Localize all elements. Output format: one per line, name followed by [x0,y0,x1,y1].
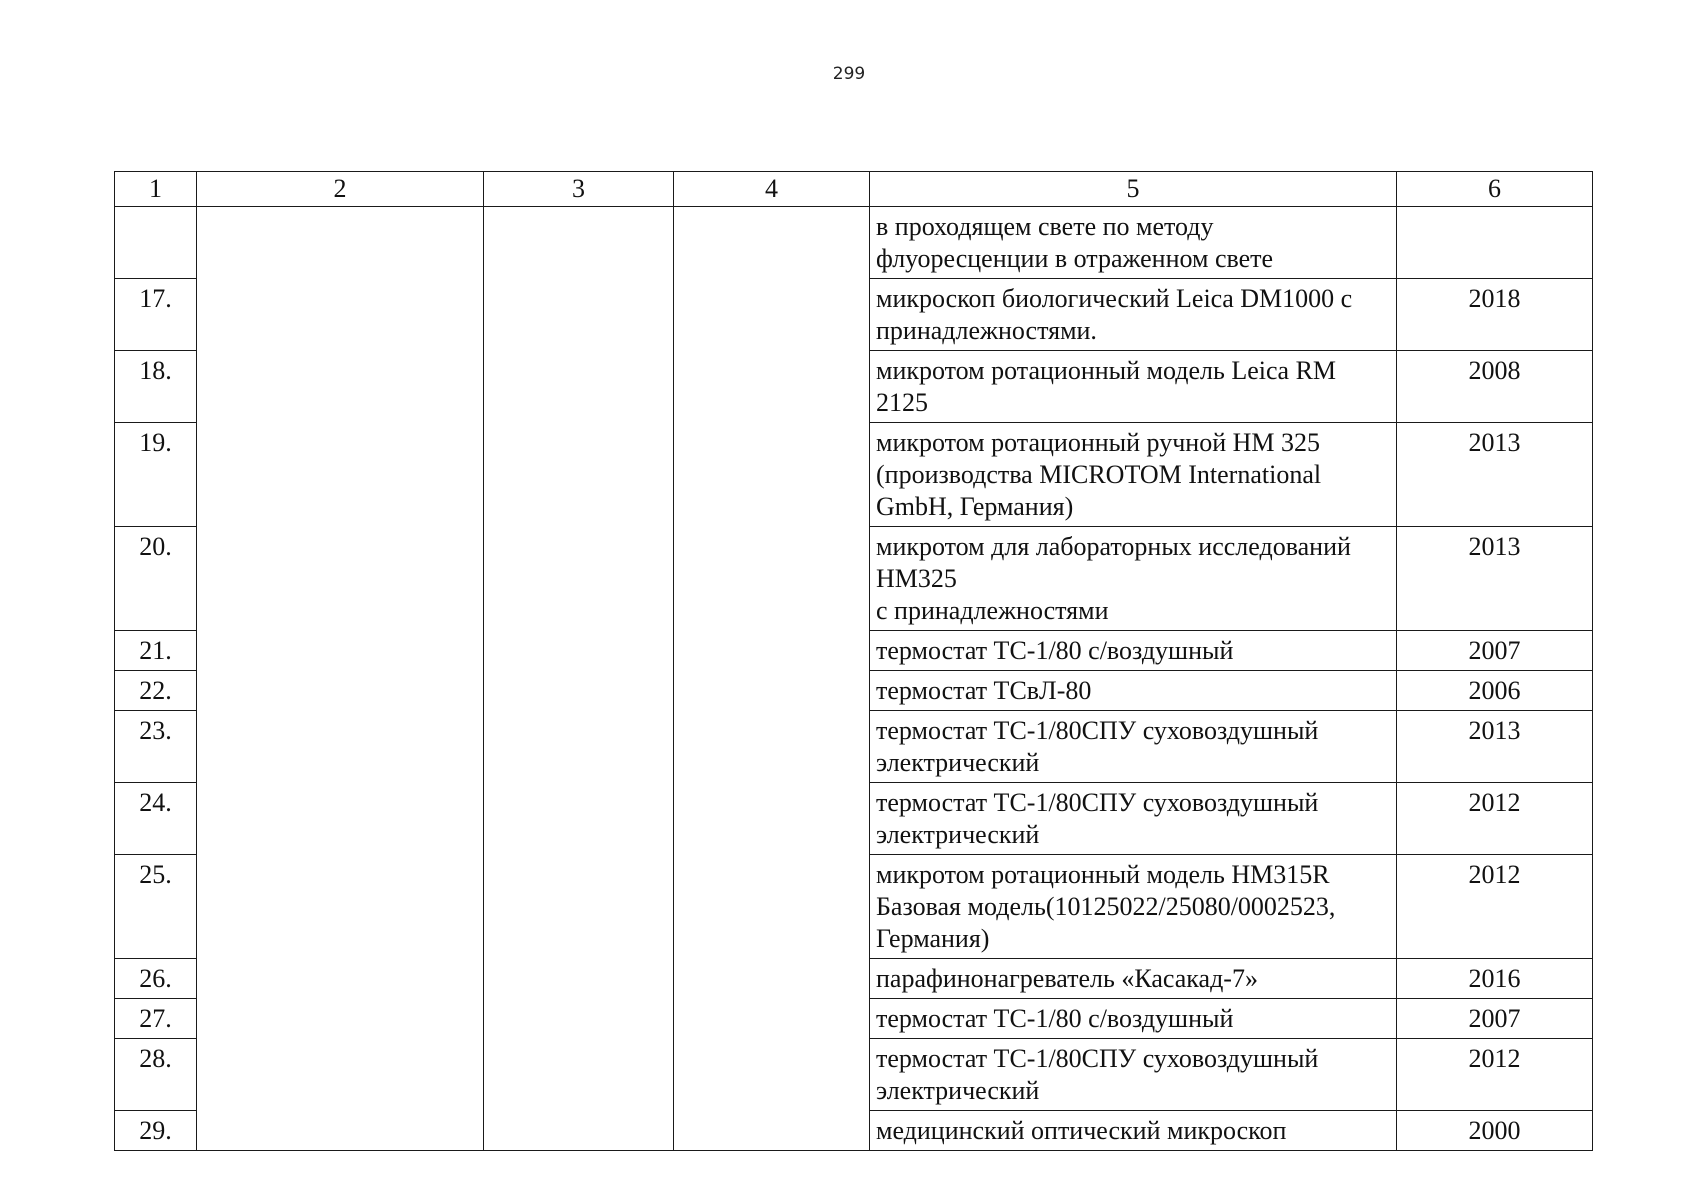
row-number: 22. [115,671,197,711]
equipment-description: термостат ТСвЛ-80 [870,671,1397,711]
equipment-year: 2013 [1397,527,1593,631]
equipment-description: в проходящем свете по методу флуоресценции в отраженном свете [870,207,1397,279]
equipment-description: термостат ТС-1/80СПУ суховоздушный электрический [870,783,1397,855]
equipment-description: термостат ТС-1/80СПУ суховоздушный электрический [870,1039,1397,1111]
equipment-description: термостат ТС-1/80СПУ суховоздушный электрический [870,711,1397,783]
equipment-year: 2013 [1397,423,1593,527]
organization-cell [197,207,484,1151]
equipment-year: 2013 [1397,711,1593,783]
table-header-row [115,172,1593,207]
premises-cell [674,207,870,1151]
equipment-year: 2006 [1397,671,1593,711]
equipment-year: 2000 [1397,1111,1593,1151]
equipment-year: 2012 [1397,783,1593,855]
row-number: 27. [115,999,197,1039]
column-header-1: 1 [115,172,197,207]
row-number: 23. [115,711,197,783]
equipment-year [1397,207,1593,279]
equipment-year: 2008 [1397,351,1593,423]
equipment-table [114,171,1593,1151]
row-number: 25. [115,855,197,959]
column-header-6: 6 [1397,172,1593,207]
column-header-5: 5 [870,172,1397,207]
equipment-description: микроскоп биологический Leica DM1000 с принадлежностями. [870,279,1397,351]
row-number: 18. [115,351,197,423]
equipment-year: 2018 [1397,279,1593,351]
equipment-year: 2012 [1397,1039,1593,1111]
equipment-description: парафинонагреватель «Касакад-7» [870,959,1397,999]
page-number: 299 [832,64,866,84]
row-number: 24. [115,783,197,855]
equipment-year: 2016 [1397,959,1593,999]
row-number [115,207,197,279]
equipment-description: термостат ТС-1/80 с/воздушный [870,631,1397,671]
equipment-description: микротом ротационный ручной НМ 325 (производства MICROTOM International GmbH, Германия) [870,423,1397,527]
row-number: 26. [115,959,197,999]
equipment-description: термостат ТС-1/80 с/воздушный [870,999,1397,1039]
column-header-4: 4 [674,172,870,207]
row-number: 21. [115,631,197,671]
address-cell [484,207,674,1151]
equipment-description: медицинский оптический микроскоп [870,1111,1397,1151]
equipment-year: 2012 [1397,855,1593,959]
row-number: 17. [115,279,197,351]
equipment-description: микротом ротационный модель НМ315R Базовая модель(10125022/25080/0002523, Германия) [870,855,1397,959]
table-row [115,207,1593,279]
equipment-year: 2007 [1397,999,1593,1039]
row-number: 29. [115,1111,197,1151]
equipment-year: 2007 [1397,631,1593,671]
row-number: 28. [115,1039,197,1111]
row-number: 19. [115,423,197,527]
column-header-2: 2 [197,172,484,207]
column-header-3: 3 [484,172,674,207]
row-number: 20. [115,527,197,631]
equipment-description: микротом для лабораторных исследований НМ325 с принадлежностями [870,527,1397,631]
equipment-description: микротом ротационный модель Leica RM 2125 [870,351,1397,423]
